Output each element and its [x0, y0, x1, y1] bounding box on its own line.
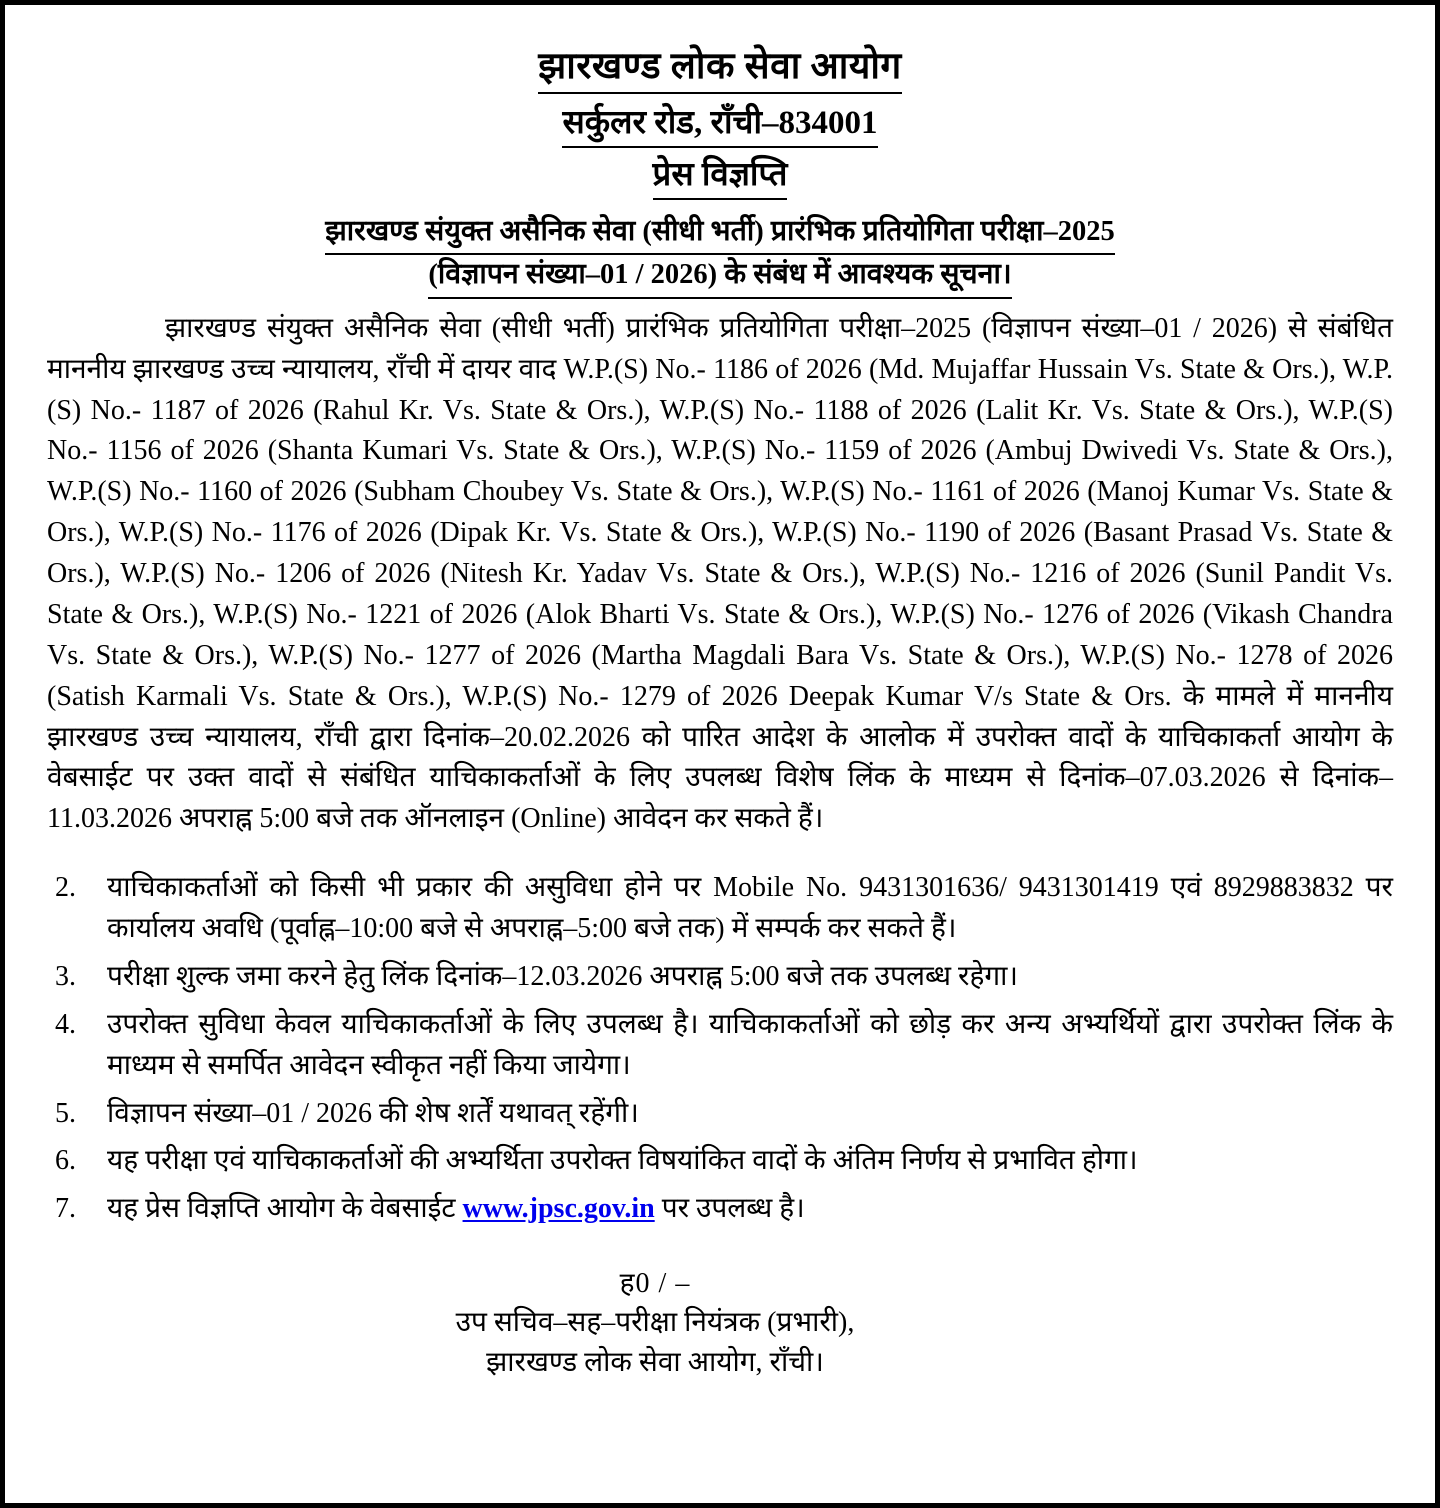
organization-address-text: सर्कुलर रोड, राँची–834001: [562, 102, 877, 148]
clause-number: 3.: [55, 960, 76, 992]
clause-number: 7.: [55, 1193, 76, 1225]
subject-line-2-text: (विज्ञापन संख्या–01 / 2026) के संबंध में आवश्यक सूचना।: [428, 255, 1011, 298]
clause-number: 5.: [55, 1097, 76, 1129]
subject-line-1: [47, 212, 1393, 255]
clause-text: परीक्षा शुल्क जमा करने हेतु लिंक दिनांक–12.03.2026 अपराह्न 5:00 बजे तक उपलब्ध रहेगा।: [107, 960, 1018, 992]
clause-number: 6.: [55, 1145, 76, 1177]
subject-line-2: [47, 255, 1393, 298]
clause-text: विज्ञापन संख्या–01 / 2026 की शेष शर्तें यथावत् रहेंगी।: [107, 1097, 639, 1129]
document-type-text: प्रेस विज्ञप्ति: [653, 154, 788, 200]
document-type: [47, 154, 1393, 200]
clause-list: [47, 868, 1393, 1230]
organization-name-text: झारखण्ड लोक सेवा आयोग: [538, 43, 902, 94]
jpsc-website-link[interactable]: www.jpsc.gov.in: [462, 1193, 655, 1225]
document-header: [47, 43, 1393, 200]
list-item: [47, 957, 1393, 998]
clause-text: यह परीक्षा एवं याचिकाकर्ताओं की अभ्यर्थिता उपरोक्त विषयांकित वादों के अंतिम निर्णय से प्रभावित होगा।: [107, 1145, 1138, 1177]
list-item: [47, 868, 1393, 950]
organization-address: [47, 102, 1393, 148]
signatory-role: उप सचिव–सह–परीक्षा नियंत्रक (प्रभारी),: [455, 1307, 855, 1339]
clause-text: उपरोक्त सुविधा केवल याचिकाकर्ताओं के लिए उपलब्ध है। याचिकाकर्ताओं को छोड़ कर अन्य अभ्यर्थियों द्वारा उपरोक्त लिंक के माध्यम से समर्पित आवेदन स्वीकृत नहीं किया जायेगा।: [107, 1008, 1393, 1081]
clause-number: 2.: [55, 872, 76, 904]
clause-text-suffix: पर उपलब्ध है।: [654, 1193, 805, 1225]
list-item-website: [47, 1189, 1393, 1230]
organization-name: [47, 43, 1393, 94]
clause-text-prefix: यह प्रेस विज्ञप्ति आयोग के वेबसाईट: [107, 1193, 463, 1225]
clause-number: 4.: [55, 1008, 76, 1040]
signature-mark: ह0 / –: [619, 1268, 691, 1300]
signatory-organization: झारखण्ड लोक सेवा आयोग, राँची।: [486, 1346, 824, 1378]
clause-text-website: [107, 1189, 1393, 1230]
subject-line-1-text: झारखण्ड संयुक्त असैनिक सेवा (सीधी भर्ती) प्रारंभिक प्रतियोगिता परीक्षा–2025: [325, 212, 1114, 255]
list-item: [47, 1141, 1393, 1182]
list-item: [47, 1094, 1393, 1135]
list-item: [47, 1005, 1393, 1087]
signature-block: [47, 1264, 1393, 1382]
clause-text: याचिकाकर्ताओं को किसी भी प्रकार की असुविधा होने पर Mobile No. 9431301636/ 9431301419 एवं 8929883832 पर कार्यालय अवधि (पूर्वाह्न–10:00 बजे से अपराह्न–5:00 बजे तक) में सम्पर्क कर सकते हैं।: [107, 872, 1393, 945]
main-paragraph: झारखण्ड संयुक्त असैनिक सेवा (सीधी भर्ती) प्रारंभिक प्रतियोगिता परीक्षा–2025 (विज्ञापन संख्या–01 / 2026) से संबंधित माननीय झारखण्ड उच्च न्यायालय, राँची में दायर वाद W.P.(S) No.- 1186 of 2026 (Md. Mujaffar Hussain Vs. State & Ors.), W.P.(S) No.- 1187 of 2026 (Rahul Kr. Vs. State & Ors.), W.P.(S) No.- 1188 of 2026 (Lalit Kr. Vs. State & Ors.), W.P.(S) No.- 1156 of 2026 (Shanta Kumari Vs. State & Ors.), W.P.(S) No.- 1159 of 2026 (Ambuj Dwivedi Vs. State & Ors.), W.P.(S) No.- 1160 of 2026 (Subham Choubey Vs. State & Ors.), W.P.(S) No.- 1161 of 2026 (Manoj Kumar Vs. State & Ors.), W.P.(S) No.- 1176 of 2026 (Dipak Kr. Vs. State & Ors.), W.P.(S) No.- 1190 of 2026 (Basant Prasad Vs. State & Ors.), W.P.(S) No.- 1206 of 2026 (Nitesh Kr. Yadav Vs. State & Ors.), W.P.(S) No.- 1216 of 2026 (Sunil Pandit Vs. State & Ors.), W.P.(S) No.- 1221 of 2026 (Alok Bharti Vs. State & Ors.), W.P.(S) No.- 1276 of 2026 (Vikash Chandra Vs. State & Ors.), W.P.(S) No.- 1277 of 2026 (Martha Magdali Bara Vs. State & Ors.), W.P.(S) No.- 1278 of 2026 (Satish Karmali Vs. State & Ors.), W.P.(S) No.- 1279 of 2026 Deepak Kumar V/s State & Ors. के मामले में माननीय झारखण्ड उच्च न्यायालय, राँची द्वारा दिनांक–20.02.2026 को पारित आदेश के आलोक में उपरोक्त वादों के याचिकाकर्ता आयोग के वेबसाईट पर उक्त वादों से संबंधित याचिकाकर्ताओं के लिए उपलब्ध विशेष लिंक के माध्यम से दिनांक–07.03.2026 से दिनांक–11.03.2026 अपराह्न 5:00 बजे तक ऑनलाइन (Online) आवेदन कर सकते हैं।: [47, 312, 1393, 835]
subject-block: [47, 212, 1393, 299]
